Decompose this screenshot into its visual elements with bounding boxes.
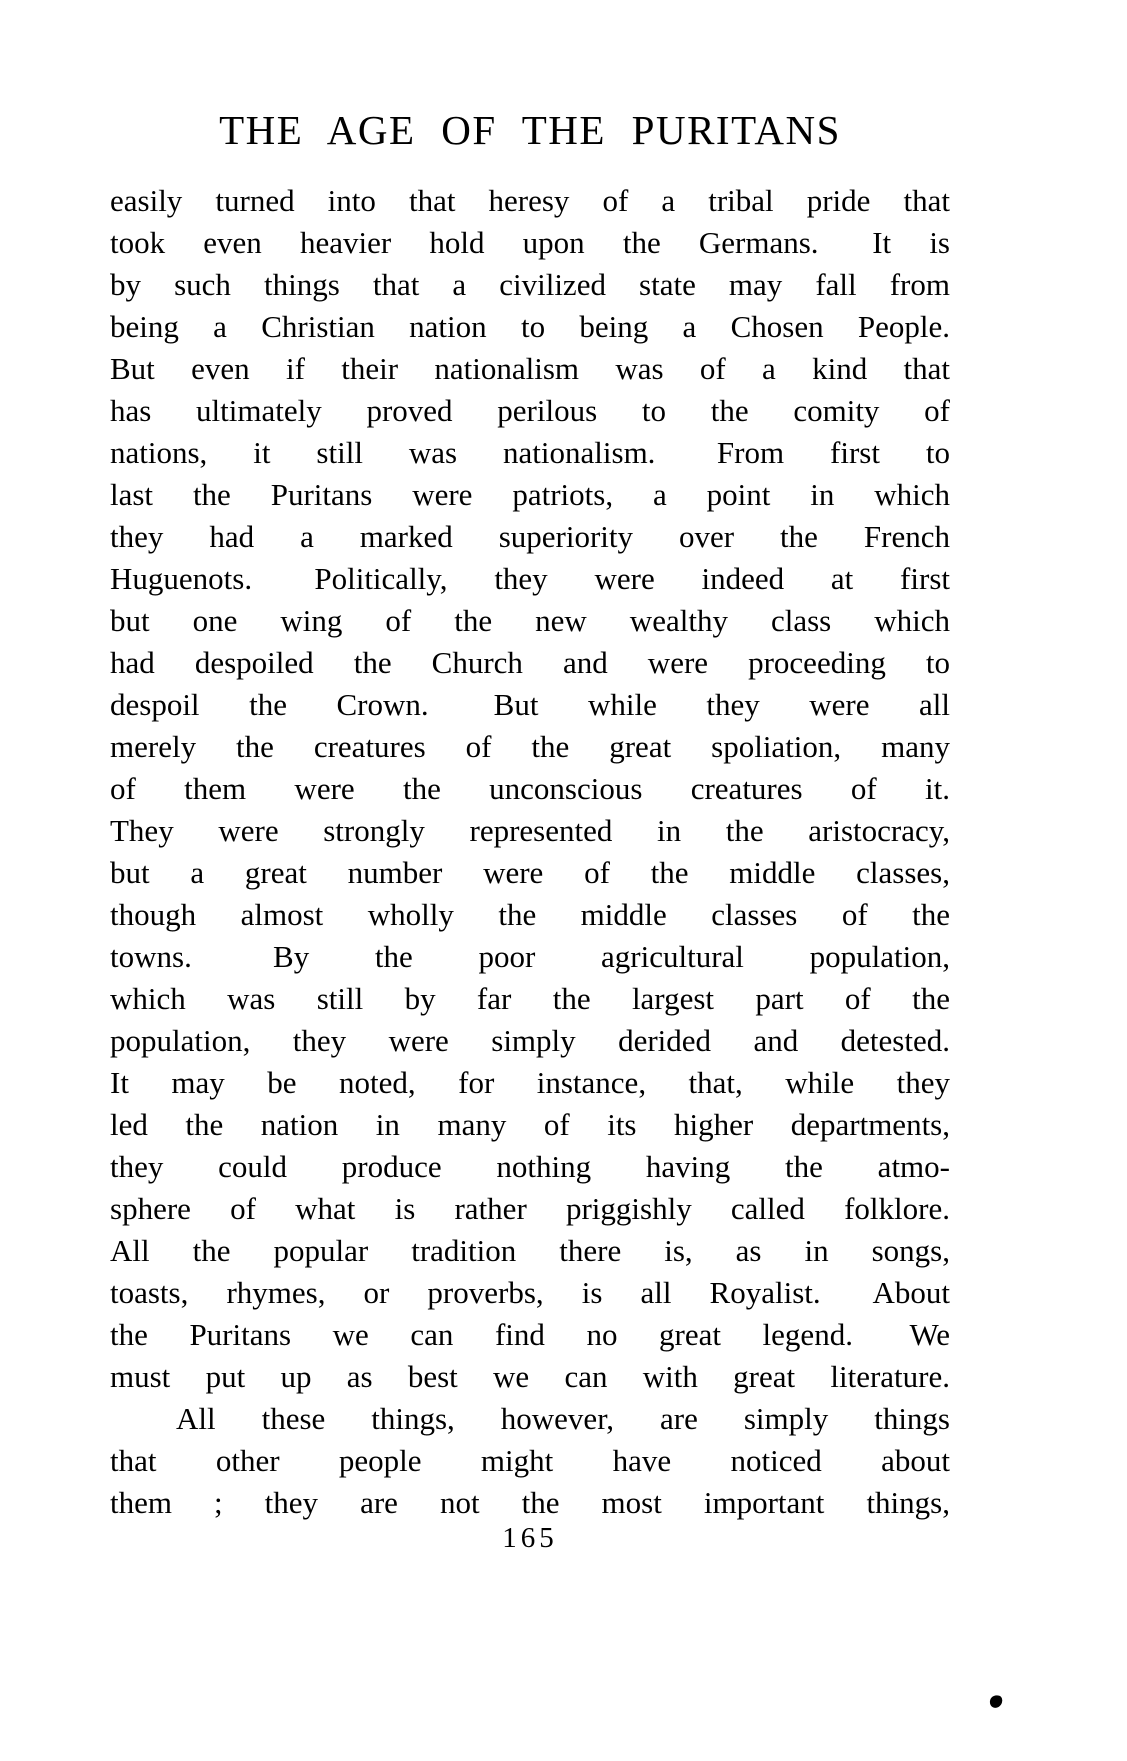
text-line: led the nation in many of its higher departments, [110,1107,950,1142]
text-line: merely the creatures of the great spoliation, many [110,729,950,764]
text-line: though almost wholly the middle classes of the [110,897,950,932]
ink-blot-mark [988,1693,1003,1709]
text-line: All the popular tradition there is, as in songs, [110,1233,950,1268]
text-line: that other people might have noticed about [110,1443,950,1478]
text-line: being a Christian nation to being a Chosen People. [110,309,950,344]
text-line: of them were the unconscious creatures of it. [110,771,950,806]
page-title: THE AGE OF THE PURITANS [219,107,841,153]
text-line: the Puritans we can find no great legend. We [110,1317,950,1352]
text-line: despoil the Crown. But while they were all [110,687,950,722]
body-text [110,180,950,1524]
text-line: It may be noted, for instance, that, while they [110,1065,950,1100]
text-line: easily turned into that heresy of a tribal pride that [110,183,950,218]
text-line: them ; they are not the most important things, [110,1485,950,1520]
text-line: They were strongly represented in the aristocracy, [110,813,950,848]
page-number: 165 [502,1522,558,1554]
text-line: Huguenots. Politically, they were indeed at first [110,561,950,596]
text-line: must put up as best we can with great literature. [110,1359,950,1394]
text-line: toasts, rhymes, or proverbs, is all Royalist. About [110,1275,950,1310]
text-line: last the Puritans were patriots, a point in which [110,477,950,512]
text-line: sphere of what is rather priggishly called folklore. [110,1191,950,1226]
text-line: by such things that a civilized state may fall from [110,267,950,302]
text-line: they had a marked superiority over the French [110,519,950,554]
text-line: population, they were simply derided and detested. [110,1023,950,1058]
text-line: took even heavier hold upon the Germans. It is [110,225,950,260]
text-line: had despoiled the Church and were proceeding to [110,645,950,680]
text-line: which was still by far the largest part of the [110,981,950,1016]
text-line: But even if their nationalism was of a kind that [110,351,950,386]
text-line: nations, it still was nationalism. From first to [110,435,950,470]
text-line: has ultimately proved perilous to the comity of [110,393,950,428]
text-line: All these things, however, are simply things [176,1401,950,1436]
text-line: towns. By the poor agricultural population, [110,939,950,974]
text-line: but a great number were of the middle classes, [110,855,950,890]
text-line: they could produce nothing having the atmo- [110,1149,950,1184]
text-line: but one wing of the new wealthy class which [110,603,950,638]
